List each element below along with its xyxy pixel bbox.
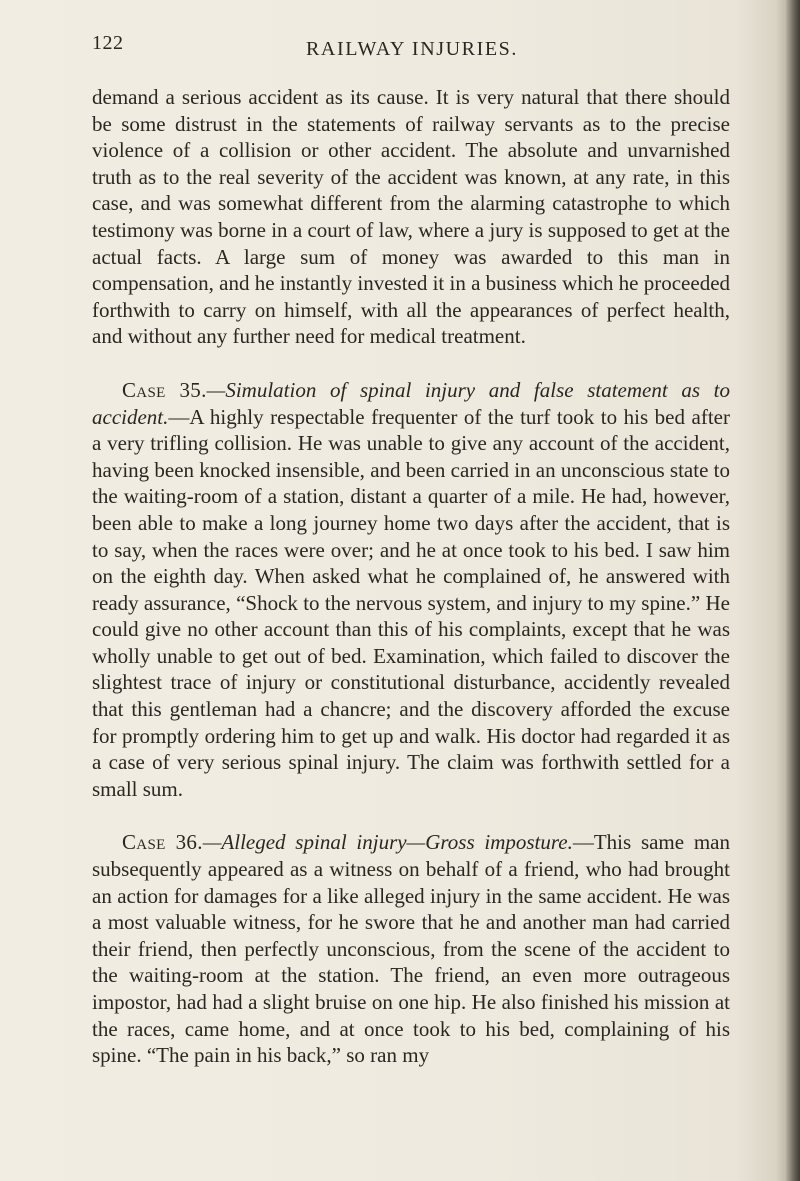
page-edge-shadow [786,0,800,1181]
case-text: —A highly respectable frequenter of the turf took to his bed after a very trifling collision. He was unable to give any account of the accident, having been knocked insensible, and been carried in an unconscious state to the waiting-room of a station, distant a quarter of a mile. He had, however, been able to make a long journey home two days after the accident, that is to say, when the races were over; and he at once took to his bed. I saw him on the eighth day. When asked what he complained of, he answered with ready assurance, “Shock to the nervous system, and injury to my spine.” He could give no other account than this of his complaints, except that he was wholly unable to get out of bed. Examination, which failed to discover the slightest trace of injury or constitutional disturbance, accidently revealed that this gentleman had a chancre; and the discovery afforded the excuse for promptly ordering him to get up and walk. His doctor had regarded it as a case of very serious spinal injury. The claim was forthwith settled for a small sum. [92,404,730,801]
case-text: —This same man subsequently appeared as a witness on behalf of a friend, who had brought an action for damages for a like alleged injury in the same accident. He was a most valuable witness, for he swore that he and another man had carried their friend, then perfectly unconscious, from the scene of the accident to the waiting-room at the station. The friend, an even more outrageous impostor, had had a slight bruise on one hip. He also finished his mission at the races, came home, and at once took to his bed, complaining of his spine. “The pain in his back,” so ran my [92,830,730,1068]
running-head: RAILWAY INJURIES. [305,38,518,60]
paragraph-case-36 [92,829,730,1068]
case-title: —Alleged spinal injury—Gross imposture. [202,830,573,855]
paragraph-case-35 [92,377,730,803]
paragraph-text: demand a serious accident as its cause. It is very natural that there should be some distrust in the statements of railway servants as to the precise violence of a collision or other accident. The absolute and unvarnished truth as to the real severity of the accident was known, at any rate, in this case, and was somewhat different from the alarming catastrophe to which testimony was borne in a court of law, where a jury is supposed to get at the actual facts. A large sum of money was awarded to this man in compensation, and he instantly invested it in a business which he proceeded forthwith to carry on himself, with all the appearances of perfect health, and without any further need for medical treatment. [92,85,731,349]
paragraph-continuation [92,84,730,350]
case-label: Case 36. [122,830,203,855]
case-label: Case 35. [122,377,207,402]
page-number: 122 [92,32,124,54]
case-title: —Simulation of spinal injury and false statement as to accident. [92,377,731,429]
body-text [92,84,730,1069]
page-header [92,28,732,68]
